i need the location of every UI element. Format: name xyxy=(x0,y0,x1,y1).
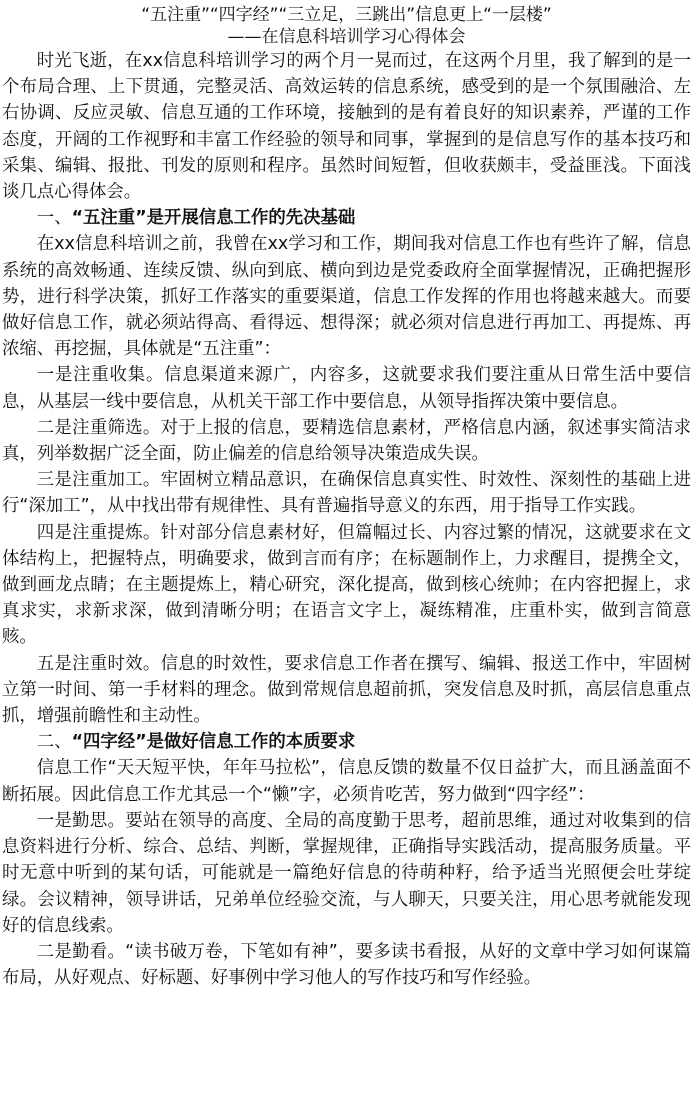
section-heading-1 xyxy=(2,205,691,231)
section-1-lead-paragraph: 在xx信息科培训之前，我曾在xx学习和工作，期间我对信息工作也有些许了解，信息系统的高效畅通、连续反馈、纵向到底、横向到边是党委政府全面掌握情况，正确把握形势，进行科学决策，抓好工作落实的重要渠道，信息工作发挥的作用也将越来越大。而要做好信息工作，就必须站得高、看得远、想得深；就必须对信息进行再加工、再提炼、再浓缩、再挖掘，具体就是“五注重”： xyxy=(2,234,691,360)
document-title: “五注重”“四字经”“三立足，三跳出”信息更上“一层楼” xyxy=(141,5,552,25)
section-heading-1-emphasis: “五注重”是开展信息工作的先决基础 xyxy=(71,208,356,229)
section-2-lead-paragraph: 信息工作“天天短平快，年年马拉松”，信息反馈的数量不仅日益扩大，而且涵盖面不断拓展。因此信息工作尤其忌一个“懒”字，必须肯吃苦，努力做到“四字经”： xyxy=(2,758,691,805)
section-heading-1-prefix: 一、 xyxy=(36,208,72,229)
section-heading-2-prefix: 二、 xyxy=(36,732,72,753)
document-subtitle: ——在信息科培训学习心得体会 xyxy=(227,27,466,47)
section-heading-2-emphasis: “四字经”是做好信息工作的本质要求 xyxy=(71,732,356,753)
section-1-point-4: 四是注重提炼。针对部分信息素材好，但篇幅过长、内容过繁的情况，这就要求在文体结构上，把握特点，明确要求，做到言而有序；在标题制作上，力求醒目，提携全文，做到画龙点睛；在主题提炼上，精心研究，深化提高，做到核心统帅；在内容把握上，求真求实，求新求深，做到清晰分明；在语言文字上，凝练精准，庄重朴实，做到言简意赅。 xyxy=(2,522,691,648)
section-1-point-1: 一是注重收集。信息渠道来源广，内容多，这就要求我们要注重从日常生活中要信息，从基层一线中要信息，从机关干部工作中要信息，从领导指挥决策中要信息。 xyxy=(2,365,691,412)
intro-paragraph: 时光飞逝，在xx信息科培训学习的两个月一晃而过，在这两个月里，我了解到的是一个布局合理、上下贯通，完整灵活、高效运转的信息系统，感受到的是一个氛围融洽、左右协调、反应灵敏、信息互通的工作环境，接触到的是有着良好的知识素养，严谨的工作态度，开阔的工作视野和丰富工作经验的领导和同事，掌握到的是信息写作的基本技巧和采集、编辑、报批、刊发的原则和程序。虽然时间短暂，但收获颇丰，受益匪浅。下面浅谈几点心得体会。 xyxy=(2,51,691,203)
section-1-point-5: 五是注重时效。信息的时效性，要求信息工作者在撰写、编辑、报送工作中，牢固树立第一时间、第一手材料的理念。做到常规信息超前抓，突发信息及时抓，高层信息重点抓，增强前瞻性和主动性。 xyxy=(2,653,691,727)
document-body xyxy=(0,48,693,991)
section-1-point-2: 二是注重筛选。对于上报的信息，要精选信息素材，严格信息内涵，叙述事实简洁求真，列举数据广泛全面，防止偏差的信息给领导决策造成失误。 xyxy=(2,417,691,465)
section-2-point-1: 一是勤思。要站在领导的高度、全局的高度勤于思考，超前思维，通过对收集到的信息资料进行分析、综合、总结、判断，掌握规律，正确指导实践活动，提高服务质量。平时无意中听到的某句话，可能就是一篇绝好信息的待萌种籽，给予适当光照便会吐芽绽绿。会议精神，领导讲话，兄弟单位经验交流，与人聊天，只要关注，用心思考就能发现好的信息线索。 xyxy=(2,810,691,936)
section-1-point-3: 三是注重加工。牢固树立精品意识，在确保信息真实性、时效性、深刻性的基础上进行“深加工”，从中找出带有规律性、具有普遍指导意义的东西，用于指导工作实践。 xyxy=(2,470,691,517)
section-2-point-2: 二是勤看。“读书破万卷，下笔如有神”，要多读书看报，从好的文章中学习如何谋篇布局，从好观点、好标题、好事例中学习他人的写作技巧和写作经验。 xyxy=(2,941,691,989)
section-heading-2 xyxy=(2,729,691,755)
